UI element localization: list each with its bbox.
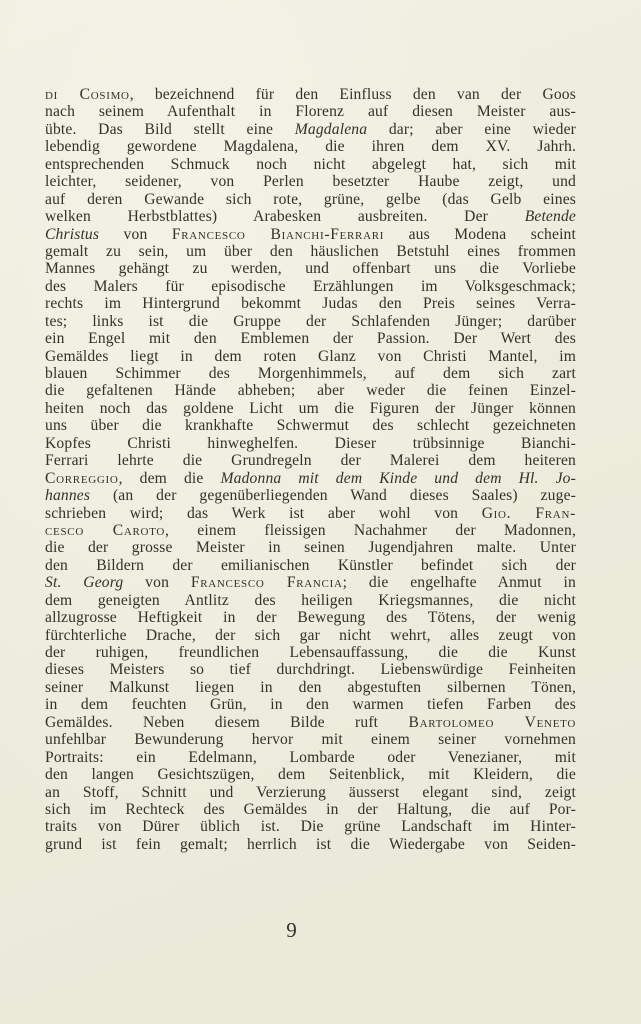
text-line (45, 86, 576, 103)
text-line (45, 539, 576, 556)
text-line (45, 609, 576, 626)
text-line (45, 103, 576, 120)
body-text: uns über die krankhafte Schwermut des schlecht gezeichneten (45, 417, 576, 435)
body-text: Mannes gehängt zu werden, und offenbart uns die Vorliebe (45, 260, 576, 278)
body-text: sich im Rechteck des Gemäldes in der Haltung, die auf Por- (45, 800, 576, 818)
body-text: traits von Dürer üblich ist. Die grüne Landschaft im Hinter- (45, 818, 576, 836)
body-text: fürchterliche Drache, der sich gar nicht wehrt, alles zeugt von (45, 626, 576, 644)
body-text: lebendig gewordene Magdalena, die ihren dem XV. Jahrh. (45, 138, 576, 156)
artist-name: Correggio (45, 469, 119, 487)
body-text: Gemäldes liegt in dem roten Glanz von Christi Mantel, im (45, 347, 576, 365)
body-text: ; die engelhafte Anmut in (342, 574, 576, 592)
body-text: entsprechenden Schmuck noch nicht abgelegt hat, sich mit (45, 155, 576, 173)
body-text: grund ist fein gemalt; herrlich ist die Wiedergabe von Seiden- (45, 835, 576, 853)
body-text: welken Herbstblattes) Arabesken ausbreiten. Der (45, 208, 525, 226)
text-line (45, 696, 576, 713)
text-line (45, 714, 576, 731)
body-text: Portraits: ein Edelmann, Lombarde oder Venezianer, mit (45, 748, 576, 766)
body-text: nach seinem Aufenthalt in Florenz auf diesen Meister aus- (45, 103, 576, 121)
text-line (45, 487, 576, 504)
body-text: heiten noch das goldene Licht um die Figuren der Jünger können (45, 399, 576, 417)
body-text: der ruhigen, freundlichen Lebensauffassung, die die Kunst (45, 644, 576, 661)
body-text: aus Modena scheint (384, 225, 576, 243)
artist-name: Gio. Fran- (481, 504, 576, 522)
text-line (45, 348, 576, 365)
text-line (45, 243, 576, 260)
text-line (45, 435, 576, 452)
body-text: blauen Schimmer des Morgenhimmels, auf dem sich zart (45, 365, 576, 382)
text-line (45, 818, 576, 835)
body-text: des Malers für episodische Erzählungen im Volksgeschmack; (45, 277, 576, 295)
text-line (45, 208, 576, 225)
body-text: in dem feuchten Grün, in den warmen tiefen Farben des (45, 696, 576, 714)
body-text: Gemäldes. Neben diesem Bilde ruft (45, 713, 409, 731)
artist-name: di Cosimo (45, 86, 130, 103)
body-text: den langen Gesichtszügen, dem Seitenblick, mit Kleidern, die (45, 766, 576, 784)
body-text: schrieben wird; das Werk ist aber wohl von (45, 504, 482, 522)
body-text: auf deren Gewande sich rote, grüne, gelbe (das Gelb eines (45, 190, 576, 208)
text-line (45, 313, 576, 330)
text-line (45, 766, 576, 783)
text-block (45, 86, 576, 853)
body-text: gemalt zu sein, um über den häuslichen Betstuhl eines frommen (45, 242, 576, 260)
body-text: (an der gegenüberliegenden Wand dieses Saales) zuge- (90, 487, 576, 505)
text-line (45, 417, 576, 434)
body-text: die gefaltenen Hände abheben; aber weder die feinen Einzel- (45, 382, 576, 400)
artwork-title: Magdalena (294, 120, 368, 138)
artist-name: cesco Caroto (45, 521, 166, 539)
text-line (45, 400, 576, 417)
text-line (45, 382, 576, 399)
text-line (45, 801, 576, 818)
body-text: seiner Malkunst liegen in den abgestuften silbernen Tönen, (45, 678, 576, 696)
text-line (45, 749, 576, 766)
text-line (45, 557, 576, 574)
artist-name: Francesco Bianchi-Ferrari (171, 225, 385, 243)
text-line (45, 260, 576, 277)
text-line (45, 156, 576, 173)
artist-name: Bartolomeo Veneto (408, 713, 576, 731)
body-text: , dem die (118, 469, 221, 487)
artwork-title: Christus (45, 225, 100, 243)
text-line (45, 138, 576, 155)
text-line (45, 330, 576, 347)
body-text: tes; links ist die Gruppe der Schlafenden Jünger; darüber (45, 312, 576, 330)
body-text: von (99, 225, 172, 243)
text-line (45, 644, 576, 661)
artwork-title: hannes (45, 487, 91, 505)
body-text: leichter, seidener, von Perlen besetzter Haube zeigt, und (45, 173, 576, 191)
body-text: dieses Meisters so tief durchdringt. Liebenswürdige Feinheiten (45, 661, 576, 679)
body-text: dar; aber eine wieder (367, 120, 576, 138)
body-text: , bezeichnend für den Einfluss den van der Goos (129, 86, 576, 103)
text-line (45, 470, 576, 487)
text-line (45, 121, 576, 138)
text-line (45, 226, 576, 243)
body-text: rechts im Hintergrund bekommt Judas den Preis seines Verra- (45, 295, 576, 313)
body-text: den Bildern der emilianischen Künstler befindet sich der (45, 556, 576, 574)
text-line (45, 295, 576, 312)
text-line (45, 505, 576, 522)
artwork-title: Betende (524, 208, 576, 226)
body-text: von (123, 574, 191, 592)
body-text: unfehlbar Bewunderung hervor mit einem seiner vornehmen (45, 731, 576, 749)
artwork-title: Madonna mit dem Kinde und dem Hl. Jo- (220, 469, 576, 487)
body-text: die der grosse Meister in seinen Jugendjahren malte. Unter (45, 539, 576, 557)
text-line (45, 191, 576, 208)
body-text: Kopfes Christi hinweghelfen. Dieser trübsinnige Bianchi- (45, 434, 576, 452)
text-line (45, 836, 576, 853)
body-text: Ferrari lehrte die Grundregeln der Malerei dem heiteren (45, 452, 576, 470)
body-text: ein Engel mit den Emblemen der Passion. Der Wert des (45, 330, 576, 348)
text-line (45, 365, 576, 382)
text-line (45, 731, 576, 748)
body-text: , einem fleissigen Nachahmer der Madonnen, (165, 521, 576, 539)
text-line (45, 574, 576, 591)
text-line (45, 661, 576, 678)
body-text: allzugrosse Heftigkeit in der Bewegung des Tötens, der wenig (45, 609, 576, 627)
artwork-title: St. Georg (45, 574, 124, 592)
text-line (45, 592, 576, 609)
text-line (45, 679, 576, 696)
text-line (45, 522, 576, 539)
artist-name: Francesco Francia (190, 574, 343, 592)
body-text: dem geneigten Antlitz des heiligen Kriegsmannes, die nicht (45, 591, 576, 609)
body-text: übte. Das Bild stellt eine (45, 120, 295, 138)
page-number: 9 (286, 918, 297, 942)
body-text: an Stoff, Schnitt und Verzierung äusserst elegant sind, zeigt (45, 783, 576, 801)
text-line (45, 278, 576, 295)
text-line (45, 173, 576, 190)
text-line (45, 784, 576, 801)
text-line (45, 627, 576, 644)
text-line (45, 452, 576, 469)
